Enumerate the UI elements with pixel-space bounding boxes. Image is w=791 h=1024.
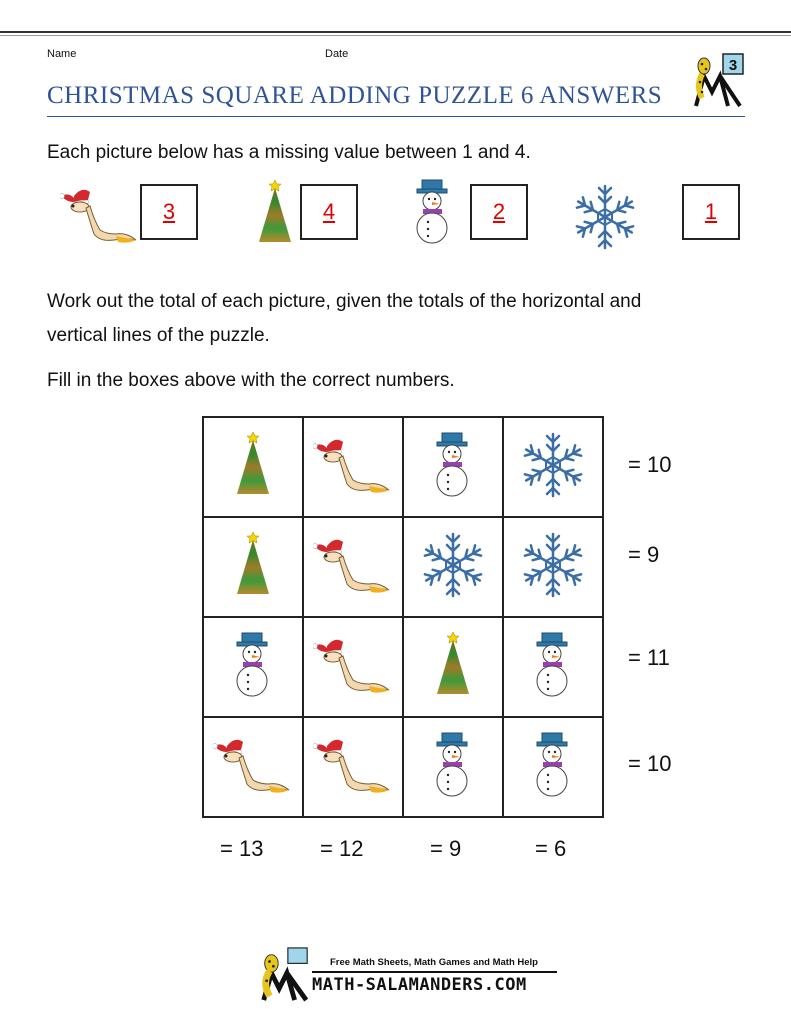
date-label: Date — [325, 48, 349, 60]
instructions-line-1: Work out the total of each picture, given the totals of the horizontal and — [47, 291, 642, 312]
snowflake-icon — [418, 530, 488, 600]
snowflake-icon — [570, 182, 640, 252]
snowman-icon — [408, 178, 458, 246]
weasel-icon — [313, 530, 393, 600]
column-total: = 13 — [220, 836, 264, 861]
grid-cell — [403, 617, 503, 717]
weasel-icon — [60, 180, 140, 250]
weasel-icon — [313, 430, 393, 500]
tree-icon — [255, 178, 295, 248]
page-title: CHRISTMAS SQUARE ADDING PUZZLE 6 ANSWERS — [47, 82, 663, 109]
grid-cell — [303, 617, 403, 717]
snowman-icon — [528, 731, 578, 799]
footer-logo-icon — [256, 946, 312, 1002]
intro-text: Each picture below has a missing value between 1 and 4. — [47, 142, 531, 163]
puzzle-grid — [202, 416, 604, 818]
weasel-icon — [313, 730, 393, 800]
grid-cell — [203, 517, 303, 617]
weasel-icon — [313, 630, 393, 700]
snowman-icon — [228, 631, 278, 699]
row-total: = 11 — [628, 645, 670, 670]
snowman-icon — [428, 431, 478, 499]
grid-cell — [403, 517, 503, 617]
snowman-icon — [528, 631, 578, 699]
grid-cell — [203, 617, 303, 717]
grid-row — [203, 517, 603, 617]
snowflake-icon — [518, 530, 588, 600]
grid-cell — [303, 417, 403, 517]
footer-tagline: Free Math Sheets, Math Games and Math Help — [330, 957, 538, 968]
grid-cell — [503, 517, 603, 617]
salamander-logo-icon — [690, 52, 748, 110]
tree-icon — [433, 629, 473, 701]
grid-cell — [503, 417, 603, 517]
answer-box-snowman[interactable]: 2 — [470, 184, 528, 240]
footer-rule — [312, 971, 557, 973]
row-total: = 9 — [628, 542, 660, 567]
answer-box-snowflake[interactable]: 1 — [682, 184, 740, 240]
tree-icon — [233, 529, 273, 601]
grid-cell — [303, 517, 403, 617]
grid-cell — [203, 417, 303, 517]
grid-row — [203, 717, 603, 817]
instructions-line-2: vertical lines of the puzzle. — [47, 325, 270, 346]
grid-cell — [403, 417, 503, 517]
logo-grade: 3 — [728, 57, 738, 74]
weasel-icon — [213, 730, 293, 800]
answer-box-weasel[interactable]: 3 — [140, 184, 198, 240]
snowman-icon — [428, 731, 478, 799]
snowflake-icon — [518, 430, 588, 500]
grid-cell — [303, 717, 403, 817]
grid-row — [203, 617, 603, 717]
name-label: Name — [47, 48, 77, 60]
column-total: = 6 — [535, 836, 567, 861]
answer-box-tree[interactable]: 4 — [300, 184, 358, 240]
footer-site-link[interactable]: MATH-SALAMANDERS.COM — [312, 975, 527, 995]
row-total: = 10 — [628, 452, 672, 477]
grid-cell — [503, 717, 603, 817]
column-total: = 12 — [320, 836, 364, 861]
grid-row — [203, 417, 603, 517]
top-rule — [0, 31, 791, 33]
tree-icon — [233, 429, 273, 501]
grid-cell — [203, 717, 303, 817]
instructions-line-3: Fill in the boxes above with the correct numbers. — [47, 370, 455, 391]
top-rule-thin — [0, 35, 791, 36]
grid-cell — [503, 617, 603, 717]
grid-cell — [403, 717, 503, 817]
title-underline — [47, 116, 745, 117]
row-total: = 10 — [628, 751, 672, 776]
column-total: = 9 — [430, 836, 462, 861]
